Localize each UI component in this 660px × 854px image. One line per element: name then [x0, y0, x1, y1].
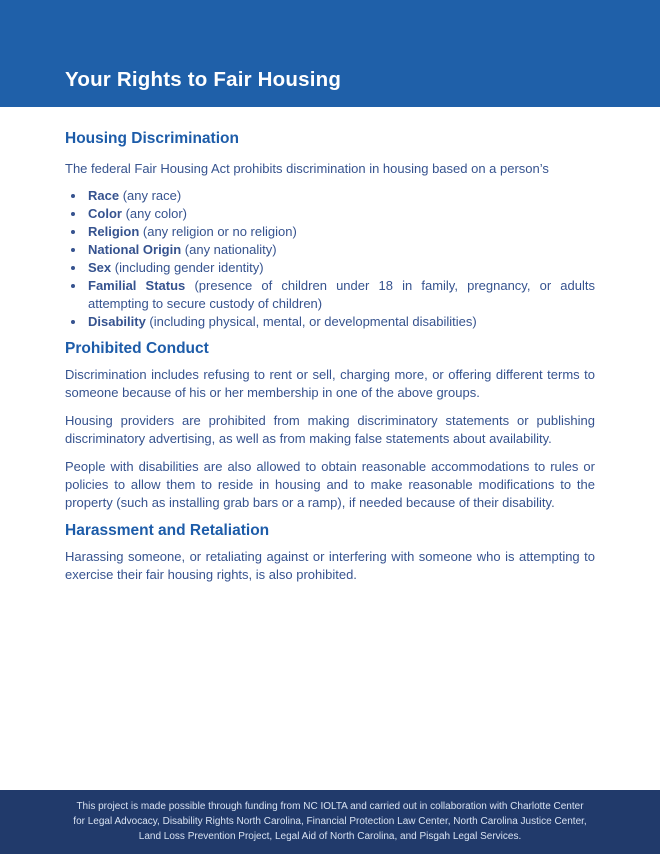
prohibited-paragraph: Housing providers are prohibited from making discriminatory statements or publishing discriminatory advertising, as well as from making false statements about availability. [65, 413, 595, 446]
housing-intro-paragraph: The federal Fair Housing Act prohibits discrimination in housing based on a person’s [65, 161, 549, 176]
list-item [86, 313, 595, 331]
list-desc: (any nationality) [181, 242, 277, 257]
list-item [86, 259, 595, 277]
header-banner [0, 0, 660, 107]
list-term: Color [88, 206, 122, 221]
page-title: Your Rights to Fair Housing [65, 68, 342, 92]
prohibited-paragraph: People with disabilities are also allowed to obtain reasonable accommodations to rules or policies to allow them to reside in housing and to make reasonable modifications to the property (such as installing grab bars or a ramp), if needed because of their disability. [65, 459, 595, 510]
list-item [86, 241, 595, 259]
list-term: Religion [88, 224, 140, 239]
list-item [86, 223, 595, 241]
list-term: Disability [88, 314, 146, 329]
list-term: Race [88, 188, 120, 203]
section-heading-housing-discrimination: Housing Discrimination [65, 130, 239, 147]
list-desc: (any race) [119, 188, 182, 203]
list-term: Familial Status [88, 278, 186, 293]
list-desc: (any color) [121, 206, 187, 221]
footer-banner [0, 790, 660, 854]
footer-text: This project is made possible through funding from NC IOLTA and carried out in collaboration with Charlotte Center for Legal Advocacy, Disability Rights North Carolina, Financial Protection Law Center, North Carolina Justice Center, Land Loss Prevention Project, Legal Aid of North Carolina, and Pisgah Legal Services. [73, 801, 587, 842]
list-desc: (presence of children under 18 in family, pregnancy, or adults attempting to secure custody of children) [88, 278, 596, 311]
list-desc: (including gender identity) [111, 260, 264, 275]
list-desc: (including physical, mental, or developmental disabilities) [145, 314, 477, 329]
list-item [86, 277, 595, 313]
document-body [0, 107, 660, 584]
prohibited-paragraph: Discrimination includes refusing to rent or sell, charging more, or offering different terms to someone because of his or her membership in one of the above groups. [65, 367, 595, 400]
list-term: National Origin [88, 242, 182, 257]
protected-classes-list [65, 187, 595, 331]
list-item [86, 205, 595, 223]
list-item [86, 187, 595, 205]
list-desc: (any religion or no religion) [139, 224, 297, 239]
section-heading-prohibited-conduct: Prohibited Conduct [65, 340, 209, 357]
list-term: Sex [88, 260, 112, 275]
section-heading-harassment-retaliation: Harassment and Retaliation [65, 522, 270, 539]
harassment-paragraph: Harassing someone, or retaliating against or interfering with someone who is attempting to exercise their fair housing rights, is also prohibited. [65, 549, 595, 582]
